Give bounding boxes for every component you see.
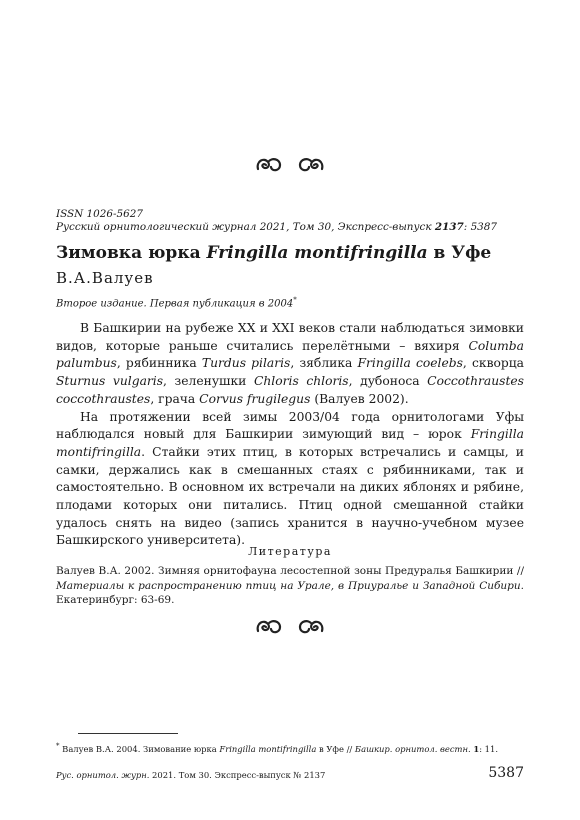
literature-heading: Литература — [248, 545, 332, 558]
text-segment: , зеленушки — [163, 374, 254, 389]
footnote-species: Fringilla montifringilla — [219, 743, 317, 754]
text-segment: , грача — [150, 391, 200, 406]
reference-tail: . Екатеринбург: 63-69. — [56, 579, 524, 606]
species-name: Coccothraustes coccothraustes — [56, 374, 524, 406]
article-body — [56, 320, 524, 550]
text-segment: На протяжении всей зимы 2003/04 года орнитологами Уфы наблюдался новый для Башкирии зимующий вид – юрок — [56, 409, 524, 442]
footnote-journal: Башкир. орнитол. вестн. — [354, 743, 471, 754]
text-segment: В Башкирии на рубеже XX и XXI веков стали наблюдаться зимовки видов, которые раньше считались перелётными – вяхиря — [56, 321, 524, 353]
footnote-rule — [78, 733, 178, 734]
footnote-marker: * — [56, 742, 60, 750]
running-footer — [56, 770, 325, 781]
title-part-1: Зимовка юрка — [56, 243, 207, 263]
text-segment: , дубоноса — [348, 374, 428, 389]
species-name: Chloris chloris — [253, 374, 349, 389]
species-name: Columba palumbus — [56, 338, 524, 371]
footnote-pages: : 11. — [479, 743, 498, 754]
text-segment: (Валуев 2002). — [310, 391, 409, 406]
issue-number: 2137 — [434, 221, 464, 233]
fleuron-left-icon — [254, 153, 284, 175]
paragraph-2 — [56, 409, 524, 551]
title-species: Fringilla montifringilla — [206, 243, 428, 263]
footnote — [56, 741, 526, 755]
footnote-text-2: в Уфе // — [316, 743, 355, 754]
title-part-2: в Уфе — [427, 243, 492, 263]
edition-note — [56, 294, 526, 310]
paragraph-1 — [56, 320, 524, 409]
species-name: Fringilla montifringilla — [56, 427, 524, 459]
reference-italic: Материалы к распространению птиц на Урале, в Приуралье и Западной Сибири — [56, 579, 521, 592]
journal-line-suffix: : 5387 — [463, 221, 498, 233]
fleuron-right-icon — [296, 615, 326, 637]
edition-footnote-marker: * — [293, 296, 297, 304]
text-segment: , зяблика — [290, 356, 358, 371]
author-name: В.А.Валуев — [56, 269, 154, 287]
reference-item — [56, 564, 524, 608]
article-title — [56, 242, 526, 264]
edition-text: Второе издание. Первая публикация в 2004 — [56, 298, 294, 310]
species-name: Fringilla coelebs — [357, 356, 463, 371]
footnote-text-1: Валуев В.А. 2004. Зимование юрка — [59, 743, 220, 754]
text-segment: , скворца — [462, 356, 525, 371]
text-segment: . Стайки этих птиц, в которых встречались и самцы, и самки, держались как в смешанных стаях с рябинниками, так и самостоятельно. В основном их встречали на диких яблонях и рябине, плодами которых они питались. Птиц одной смешанной стайки удалось снять на видео (запись хранится в научно-учебном музее Башкирского университета). — [56, 444, 524, 548]
species-name: Turdus pilaris — [201, 356, 291, 371]
species-name: Sturnus vulgaris — [56, 374, 164, 389]
journal-line — [56, 221, 526, 234]
reference-plain: Валуев В.А. 2002. Зимняя орнитофауна лесостепной зоны Предуралья Башкирии // — [56, 565, 524, 577]
issn-line: ISSN 1026-5627 — [56, 208, 143, 220]
fleuron-left-icon — [254, 615, 284, 637]
page-number: 5387 — [488, 765, 524, 781]
journal-header — [56, 208, 526, 234]
fleuron-right-icon — [296, 153, 326, 175]
text-segment: , рябинника — [116, 356, 202, 371]
top-ornament — [0, 150, 580, 175]
footer-journal-abbr: Рус. орнитол. журн. — [56, 770, 150, 780]
bottom-ornament — [0, 612, 580, 637]
journal-line-prefix: Русский орнитологический журнал 2021, Том 30, Экспресс-выпуск — [56, 221, 435, 233]
footnote-volume: 1 — [473, 743, 480, 754]
species-name: Corvus frugilegus — [199, 391, 311, 406]
footer-issue-info: 2021. Том 30. Экспресс-выпуск № 2137 — [149, 770, 326, 780]
